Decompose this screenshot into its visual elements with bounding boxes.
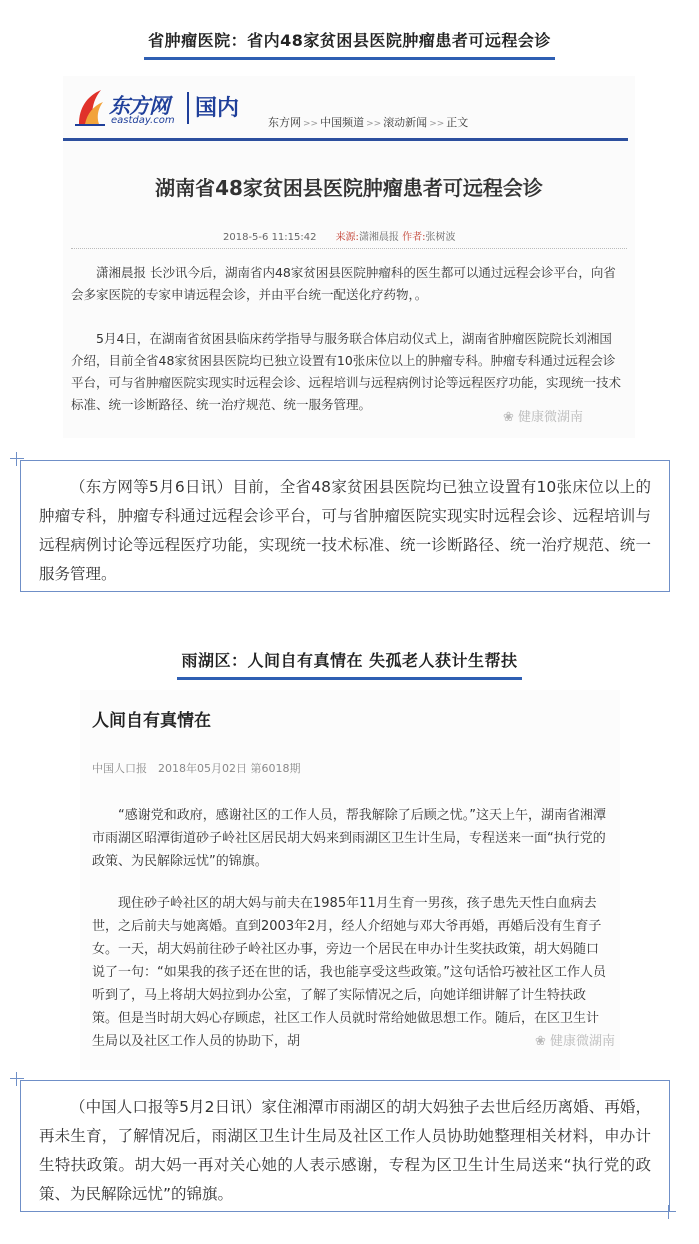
summary-box: （中国人口报等5月2日讯）家住湘潭市雨湖区的胡大妈独子去世后经历离婚、再婚，再未生育，了解情况后，雨湖区卫生计生局及社区工作人员协助她整理相关材料，申办计生特扶政策。胡大妈一再对关心她的人表示感谢，专程为区卫生计生局送来“执行党的政策、为民解除远忧”的锦旗。 <box>20 1080 670 1212</box>
source-label: 来源: <box>335 232 359 243</box>
section2-heading: 雨湖区：人间自有真情在 失孤老人获计生帮扶 <box>0 648 699 680</box>
header-rule <box>63 138 628 141</box>
breadcrumb-sep: >> <box>303 119 319 129</box>
article-meta <box>223 228 456 243</box>
divider <box>71 248 627 249</box>
news-screenshot-eastday <box>63 76 635 438</box>
watermark <box>535 1030 615 1049</box>
eastday-logo <box>69 86 269 132</box>
watermark-text: 健康微湖南 <box>550 1034 616 1049</box>
eastday-logo-icon <box>75 88 105 126</box>
article-author: 张树波 <box>425 232 456 243</box>
author-label: 作者: <box>402 232 426 243</box>
wechat-icon: ❀ <box>503 410 514 425</box>
article-title: 湖南省48家贫困县医院肿瘤患者可远程会诊 <box>155 176 543 200</box>
breadcrumb <box>268 114 468 130</box>
news-screenshot-population-daily <box>80 690 620 1070</box>
logo-section: 国内 <box>195 96 240 121</box>
breadcrumb-item: 正文 <box>446 116 469 129</box>
summary-box: （东方网等5月6日讯）目前，全省48家贫困县医院均已独立设置有10张床位以上的肿瘤专科，肿瘤专科通过远程会诊平台，可与省肿瘤医院实现实时远程会诊、远程培训与远程病例讨论等远程医疗功能，实现统一技术标准、统一诊断路径、统一治疗规范、统一服务管理。 <box>20 460 670 592</box>
breadcrumb-item[interactable]: 中国频道 <box>320 116 365 129</box>
corner-mark <box>662 1205 676 1219</box>
article-paragraph: 现住砂子岭社区的胡大妈与前夫在1985年11月生育一男孩，孩子患先天性白血病去世，之后前夫与她离婚。直到2003年2月，经人介绍她与邓大爷再婚，再婚后没有生育子女。一天，胡大妈前往砂子岭社区办事，旁边一个居民在申办计生奖扶政策，胡大妈随口说了一句：“如果我的孩子还在世的话，我也能享受这些政策。”这句话恰巧被社区工作人员听到了，马上将胡大妈拉到办公室，了解了实际情况之后，向她详细讲解了计生特扶政策。但是当时胡大妈心存顾虑，社区工作人员就时常给她做思想工作。随后，在区卫生计生局以及社区工作人员的协助下，胡 <box>92 896 606 1049</box>
article-paragraph: 潇湘晨报 长沙讯今后，湖南省内48家贫困县医院肿瘤科的医生都可以通过远程会诊平台，向省会多家医院的专家申请远程会诊，并由平台统一配送化疗药物，。 <box>71 265 616 302</box>
breadcrumb-item[interactable]: 滚动新闻 <box>383 116 428 129</box>
article-paragraph: “感谢党和政府，感谢社区的工作人员，帮我解除了后顾之忧。”这天上午，湖南省湘潭市雨湖区昭潭街道砂子岭社区居民胡大妈来到雨湖区卫生计生局，专程送来一面“执行党的政策、为民解除远忧”的锦旗。 <box>92 808 606 869</box>
watermark <box>503 406 583 425</box>
logo-divider <box>187 92 189 124</box>
article-source: 潇湘晨报 <box>358 232 399 243</box>
wechat-icon: ❀ <box>535 1034 546 1049</box>
breadcrumb-sep: >> <box>429 119 445 129</box>
article-date: 2018-5-6 11:15:42 <box>223 232 317 243</box>
watermark-text: 健康微湖南 <box>518 410 584 425</box>
breadcrumb-sep: >> <box>366 119 382 129</box>
article-title: 人间自有真情在 <box>92 711 211 731</box>
logo-name: 东方网 <box>109 94 169 118</box>
article-paragraph: 5月4日，在湖南省贫困县临床药学指导与服务联合体启动仪式上，湖南省肿瘤医院院长刘湘国介绍，目前全省48家贫困县医院均已独立设置有10张床位以上的肿瘤专科。肿瘤专科通过远程会诊平台，可与省肿瘤医院实现实时远程会诊、远程培训与远程病例讨论等远程医疗功能，实现统一技术标准、统一诊断路径、统一治疗规范、统一服务管理。 <box>71 331 622 412</box>
article-meta: 中国人口报 2018年05月02日 第6018期 <box>92 762 301 775</box>
breadcrumb-item[interactable]: 东方网 <box>268 116 301 129</box>
section1-heading: 省肿瘤医院：省内48家贫困县医院肿瘤患者可远程会诊 <box>0 28 699 60</box>
logo-sub: eastday.com <box>111 115 175 126</box>
